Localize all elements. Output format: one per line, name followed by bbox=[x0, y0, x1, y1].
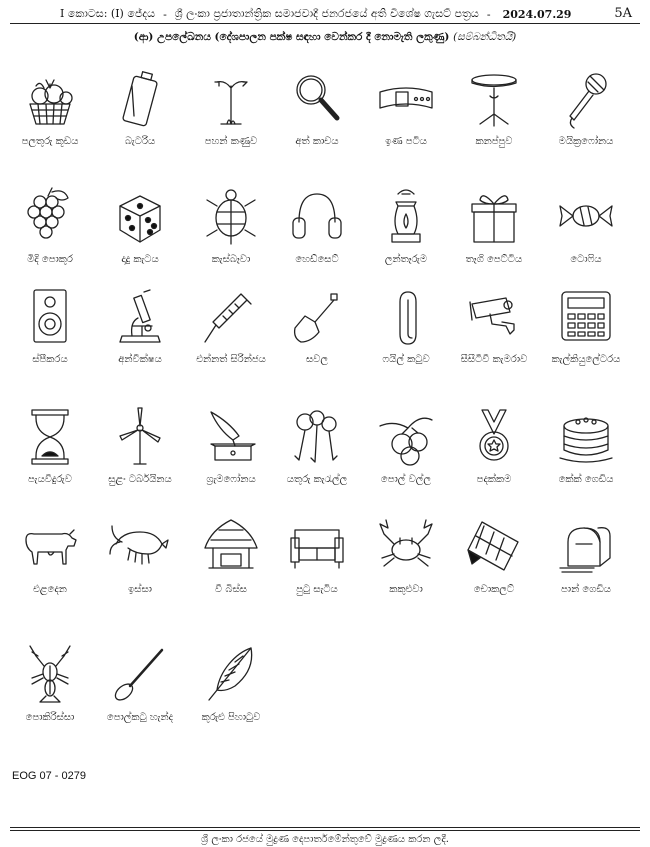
page-header bbox=[60, 6, 600, 22]
symbol-item bbox=[185, 62, 277, 147]
schedule-subtitle bbox=[0, 31, 650, 44]
symbol-label: වී බිස්ස bbox=[215, 584, 247, 595]
gramophone-icon bbox=[185, 400, 277, 472]
magnifying-glass-icon bbox=[271, 62, 363, 134]
symbol-label: එන්නත් සිරින්ජය bbox=[196, 354, 266, 365]
symbol-label: පලතුරු කූඩය bbox=[21, 136, 79, 147]
symbol-label: සවල bbox=[305, 354, 328, 365]
symbol-label: අත් කාචය bbox=[295, 136, 339, 147]
candy-icon bbox=[540, 180, 632, 252]
symbol-label: ෆයිල් කටුව bbox=[382, 354, 430, 365]
lobster-icon bbox=[4, 638, 96, 710]
table-icon bbox=[448, 62, 540, 134]
fruit-basket-icon bbox=[4, 62, 96, 134]
footer-rule-inner bbox=[10, 830, 640, 831]
symbol-item bbox=[185, 400, 277, 485]
symbol-label: අන්වීක්ෂය bbox=[118, 354, 162, 365]
symbol-label: කැස්බෑවා bbox=[211, 254, 251, 265]
lamp-post-icon bbox=[185, 62, 277, 134]
symbol-item bbox=[4, 510, 96, 595]
paddy-hut-icon bbox=[185, 510, 277, 582]
symbol-label: දාදු කැටය bbox=[121, 254, 159, 265]
symbol-label: මයික්‍රෆෝනය bbox=[558, 136, 614, 147]
gift-box-icon bbox=[448, 180, 540, 252]
symbol-item bbox=[4, 62, 96, 147]
subtitle-text: (ආ) උපලේඛනය (දේශපාලන පක්ෂ සඳහා වෙන්කර දී නොමැති ලකුණු) bbox=[133, 31, 450, 43]
gazette-date: 2024.07.29 bbox=[502, 7, 572, 21]
symbol-item bbox=[4, 180, 96, 265]
symbol-label: ටොෆිය bbox=[570, 254, 602, 265]
cow-icon bbox=[4, 510, 96, 582]
symbol-item bbox=[360, 180, 452, 265]
symbol-label: පැයවීදුරුව bbox=[28, 474, 72, 485]
symbol-label: කනප්පුව bbox=[475, 136, 513, 147]
symbol-label: පාන් ගෙඩිය bbox=[561, 584, 611, 595]
prawn-icon bbox=[94, 510, 186, 582]
coconut-ladle-icon bbox=[94, 638, 186, 710]
symbol-item bbox=[94, 638, 186, 723]
symbol-item bbox=[360, 280, 452, 365]
shovel-icon bbox=[271, 280, 363, 352]
symbol-label: පදක්කම bbox=[476, 474, 512, 485]
symbol-item bbox=[185, 280, 277, 365]
microphone-icon bbox=[540, 62, 632, 134]
symbol-item bbox=[4, 638, 96, 723]
crab-icon bbox=[360, 510, 452, 582]
symbol-label: ලන්තෑරුම bbox=[384, 254, 428, 265]
symbol-item bbox=[271, 280, 363, 365]
symbol-label: ග්‍රැමෆෝනය bbox=[206, 474, 256, 485]
symbol-item bbox=[540, 180, 632, 265]
coconut-bunch-icon bbox=[360, 400, 452, 472]
header-separator: - bbox=[163, 7, 167, 21]
symbol-item bbox=[540, 62, 632, 147]
symbol-item bbox=[448, 180, 540, 265]
symbol-label: ඉස්සා bbox=[128, 584, 152, 595]
symbol-label: තෑගි පෙට්ටිය bbox=[465, 254, 523, 265]
sofa-icon bbox=[271, 510, 363, 582]
hourglass-icon bbox=[4, 400, 96, 472]
paper-clip-icon bbox=[360, 280, 452, 352]
grapes-icon bbox=[4, 180, 96, 252]
bread-icon bbox=[540, 510, 632, 582]
symbol-item bbox=[185, 180, 277, 265]
calculator-icon bbox=[540, 280, 632, 352]
header-rule bbox=[10, 23, 640, 24]
symbol-item bbox=[94, 180, 186, 265]
symbol-item bbox=[94, 62, 186, 147]
symbol-label: ස්පීකරය bbox=[32, 354, 68, 365]
symbol-item bbox=[448, 62, 540, 147]
symbol-item bbox=[4, 400, 96, 485]
cctv-camera-icon bbox=[448, 280, 540, 352]
footer-rule bbox=[10, 827, 640, 828]
symbol-item bbox=[540, 280, 632, 365]
feather-icon bbox=[185, 638, 277, 710]
symbol-item bbox=[360, 400, 452, 485]
symbol-label: කුරුළු පිහාටුව bbox=[201, 712, 261, 723]
medal-icon bbox=[448, 400, 540, 472]
symbol-label: කැල්කියුලේටරය bbox=[551, 354, 621, 365]
symbol-label: හෙඩ්සෙට් bbox=[295, 254, 339, 265]
symbol-item bbox=[448, 400, 540, 485]
symbol-label: පහන් කණුව bbox=[204, 136, 258, 147]
subtitle-note: (සම්බන්ධිතයි) bbox=[453, 31, 517, 43]
paper-section: I කොටස: (I) ජේදය bbox=[60, 7, 156, 20]
symbol-item bbox=[185, 510, 277, 595]
printer-footer: ශ්‍රී ලංකා රජයේ මුද්‍රණ දෙපාර්තමේන්තුවේ මුද්‍රණය කරන ලදී. bbox=[201, 834, 449, 845]
symbol-label: යතුරු කැරැල්ල bbox=[286, 474, 348, 485]
symbol-item bbox=[360, 62, 452, 147]
symbol-item bbox=[185, 638, 277, 723]
cake-icon bbox=[540, 400, 632, 472]
symbol-label: සීසීටීවී කැමරාව bbox=[460, 354, 528, 365]
page-number: 5A bbox=[614, 6, 632, 21]
symbol-label: කේක් ගෙඩිය bbox=[558, 474, 614, 485]
symbol-label: පොල් වල්ල bbox=[380, 474, 432, 485]
symbol-item bbox=[271, 62, 363, 147]
key-bunch-icon bbox=[271, 400, 363, 472]
dice-icon bbox=[94, 180, 186, 252]
lantern-icon bbox=[360, 180, 452, 252]
symbol-label: සුළං ටර්බයිනය bbox=[108, 474, 172, 485]
symbol-label: ඉණ පටිය bbox=[385, 136, 427, 147]
symbol-label: එළදෙන bbox=[33, 584, 67, 595]
symbol-item bbox=[448, 510, 540, 595]
microscope-icon bbox=[94, 280, 186, 352]
belt-icon bbox=[360, 62, 452, 134]
symbol-item bbox=[94, 400, 186, 485]
symbol-item bbox=[448, 280, 540, 365]
symbol-item bbox=[271, 400, 363, 485]
symbol-item bbox=[4, 280, 96, 365]
symbol-item bbox=[271, 510, 363, 595]
symbol-label: බැටරිය bbox=[124, 136, 156, 147]
symbol-item bbox=[94, 510, 186, 595]
document-code: EOG 07 - 0279 bbox=[12, 770, 86, 782]
symbol-item bbox=[94, 280, 186, 365]
header-separator-2: - bbox=[486, 7, 491, 21]
symbol-label: මිදි පොකුර bbox=[27, 254, 73, 265]
symbol-label: චොකලට් bbox=[473, 584, 515, 595]
speaker-icon bbox=[4, 280, 96, 352]
symbol-label: පොල්කටු හැන්ද bbox=[106, 712, 174, 723]
wind-turbine-icon bbox=[94, 400, 186, 472]
symbol-item bbox=[360, 510, 452, 595]
symbol-item bbox=[540, 510, 632, 595]
battery-icon bbox=[94, 62, 186, 134]
turtle-icon bbox=[185, 180, 277, 252]
symbol-label: පොකිරිස්සා bbox=[25, 712, 75, 723]
symbol-item bbox=[271, 180, 363, 265]
symbol-item bbox=[540, 400, 632, 485]
symbol-label: කකුළුවා bbox=[389, 584, 423, 595]
headphones-icon bbox=[271, 180, 363, 252]
syringe-icon bbox=[185, 280, 277, 352]
gazette-title: ශ්‍රී ලංකා ප්‍රජාතාන්ත්‍රික සමාජවාදී ජනරජයේ අති විශේෂ ගැසට් පත්‍රය bbox=[174, 7, 479, 20]
symbol-label: පුටු සැටිය bbox=[296, 584, 338, 595]
chocolate-icon bbox=[448, 510, 540, 582]
